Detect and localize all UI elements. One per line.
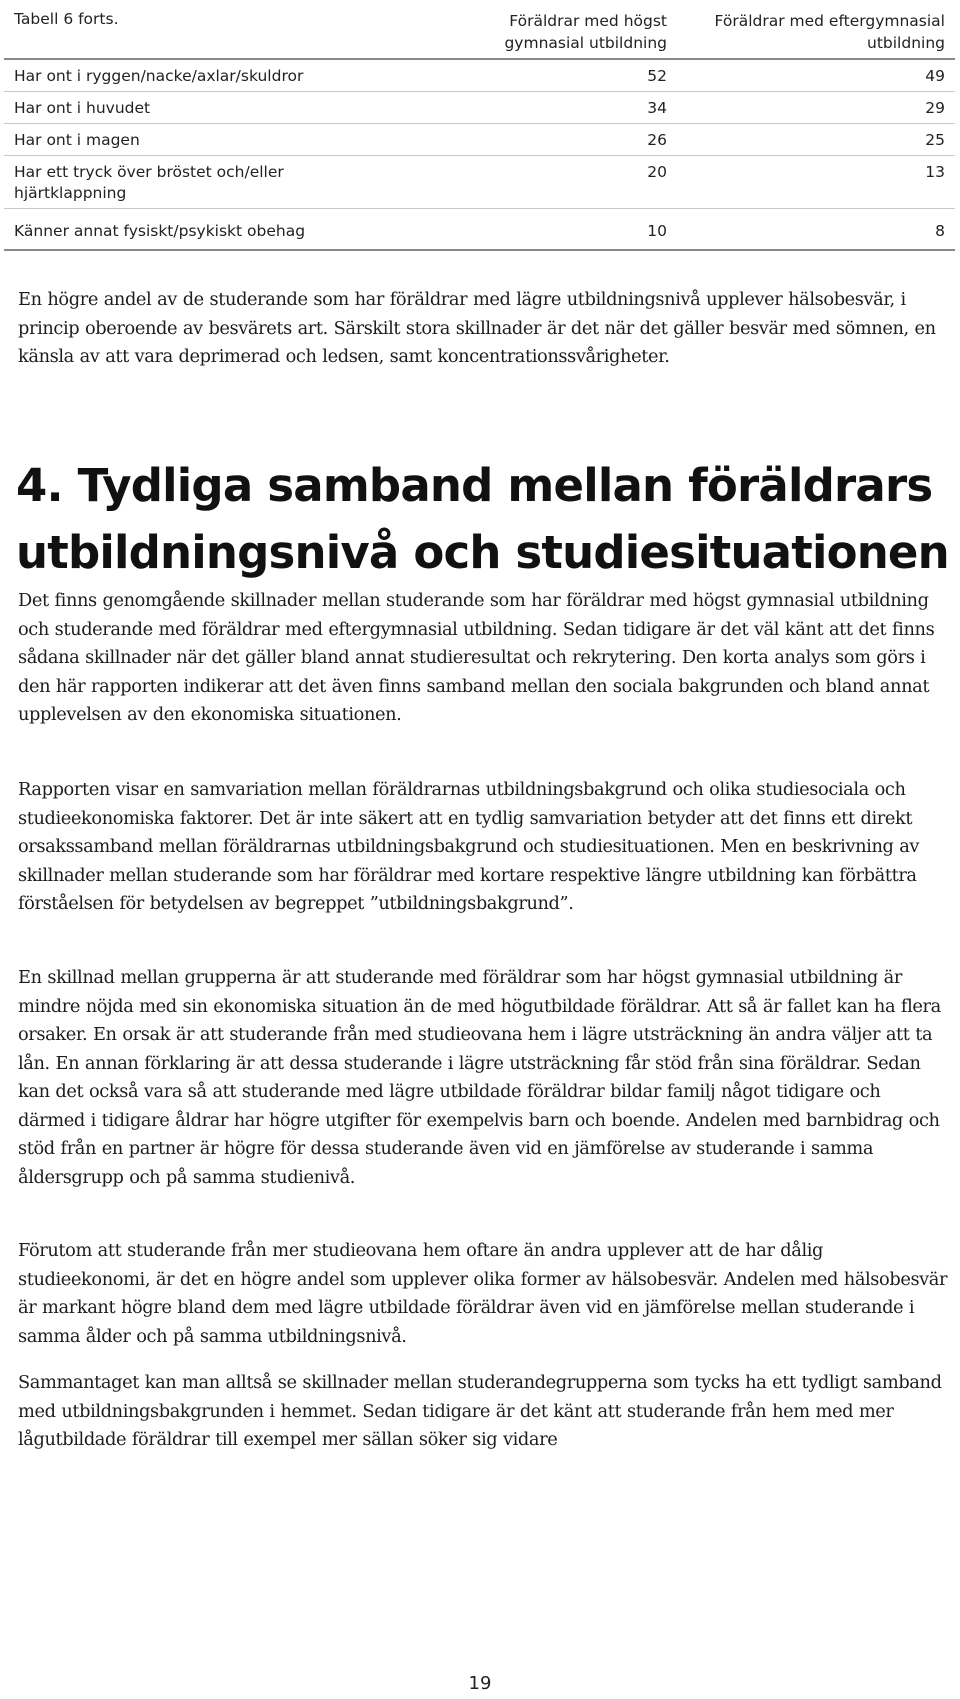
intro-paragraph: En högre andel av de studerande som har föräldrar med lägre utbildningsnivå upplever hälsobesvär, i princip oberoende av besvärets art. Särskilt stora skillnader är det när det gäller besvär med sömnen, en känsla av att vara deprimerad och ledsen, samt koncentrationssvårigheter. (18, 289, 936, 367)
value-eftergymnasial: 8 (935, 222, 945, 240)
page-number: 19 (468, 1673, 492, 1694)
value-eftergymnasial: 29 (925, 99, 945, 117)
body-paragraph: Det finns genomgående skillnader mellan studerande som har föräldrar med högst gymnasial utbildning och studerande med föräldrar med eftergymnasial utbildning. Sedan tidigare är det väl känt att det finns sådana skillnader när det gäller bland annat studieresultat och rekrytering. Den korta analys som görs i den här rapporten indikerar att det även finns samband mellan den sociala bakgrunden och bland annat upplevelsen av den ekonomiska situationen. (18, 590, 935, 725)
table-row (4, 124, 955, 156)
row-label: Har ont i huvudet (14, 99, 151, 117)
table-row (4, 92, 955, 124)
value-eftergymnasial: 25 (925, 131, 945, 149)
value-gymnasial: 52 (647, 67, 667, 85)
table-row (4, 156, 955, 209)
value-eftergymnasial: 49 (925, 67, 945, 85)
body-paragraph: Rapporten visar en samvariation mellan föräldrarnas utbildningsbakgrund och olika studiesociala och studieekonomiska faktorer. Det är inte säkert att en tydlig samvariation betyder att det finns ett direkt orsakssamband mellan föräldrarnas utbildningsbakgrund och studiesituationen. Men en beskrivning av skillnader mellan studerande som har föräldrar med kortare respektive längre utbildning kan förbättra förståelsen för betydelsen av begreppet ”utbildningsbakgrund”. (18, 779, 920, 914)
body-paragraph: Sammantaget kan man alltså se skillnader mellan studerandegrupperna som tycks ha ett tydligt samband med utbildningsbakgrunden i hemmet. Sedan tidigare är det känt att studerande från hem med mer lågutbildade föräldrar till exempel mer sällan söker sig vidare (18, 1372, 942, 1450)
value-gymnasial: 34 (647, 99, 667, 117)
table-header (4, 0, 955, 60)
row-label: Har ont i ryggen/nacke/axlar/skuldror (14, 67, 304, 85)
body-paragraph: Förutom att studerande från mer studieovana hem oftare än andra upplever att de har dålig studieekonomi, är det en högre andel som upplever olika former av hälsobesvär. Andelen med hälsobesvär är markant högre bland dem med lägre utbildade föräldrar även vid en jämförelse mellan studerande i samma ålder och på samma utbildningsnivå. (18, 1240, 948, 1347)
table-row (4, 60, 955, 92)
row-label: Har ont i magen (14, 131, 140, 149)
column-header-eftergymnasial: Föräldrar med eftergymnasial utbildning (714, 12, 945, 52)
column-header-gymnasial: Föräldrar med högst gymnasial utbildning (504, 12, 667, 52)
body-paragraph: En skillnad mellan grupperna är att studerande med föräldrar som har högst gymnasial utbildning är mindre nöjda med sin ekonomiska situation än de med högutbildade föräldrar. Att så är fallet kan ha flera orsaker. En orsak är att studerande från med studieovana hem i lägre utsträckning än andra väljer att ta lån. En annan förklaring är att dessa studerande i lägre utsträckning får stöd från sina föräldrar. Sedan kan det också vara så att studerande med lägre utbildade föräldrar bildar familj något tidigare och därmed i tidigare åldrar har högre utgifter för exempelvis barn och boende. Andelen med barnbidrag och stöd från en partner är högre för dessa studerande även vid en jämförelse av studerande i samma åldersgrupp och på samma studienivå. (18, 967, 941, 1188)
row-label: Har ett tryck över bröstet och/eller hjärtklappning (14, 163, 284, 202)
value-eftergymnasial: 13 (925, 163, 945, 181)
row-label: Känner annat fysiskt/psykiskt obehag (14, 222, 306, 240)
table-row (4, 209, 955, 251)
value-gymnasial: 26 (647, 131, 667, 149)
health-table (4, 0, 955, 251)
value-gymnasial: 10 (647, 222, 667, 240)
section-heading: 4. Tydliga samband mellan föräldrars utbildningsnivå och studiesituationen (16, 459, 949, 579)
value-gymnasial: 20 (647, 163, 667, 181)
table-caption: Tabell 6 forts. (14, 10, 119, 28)
